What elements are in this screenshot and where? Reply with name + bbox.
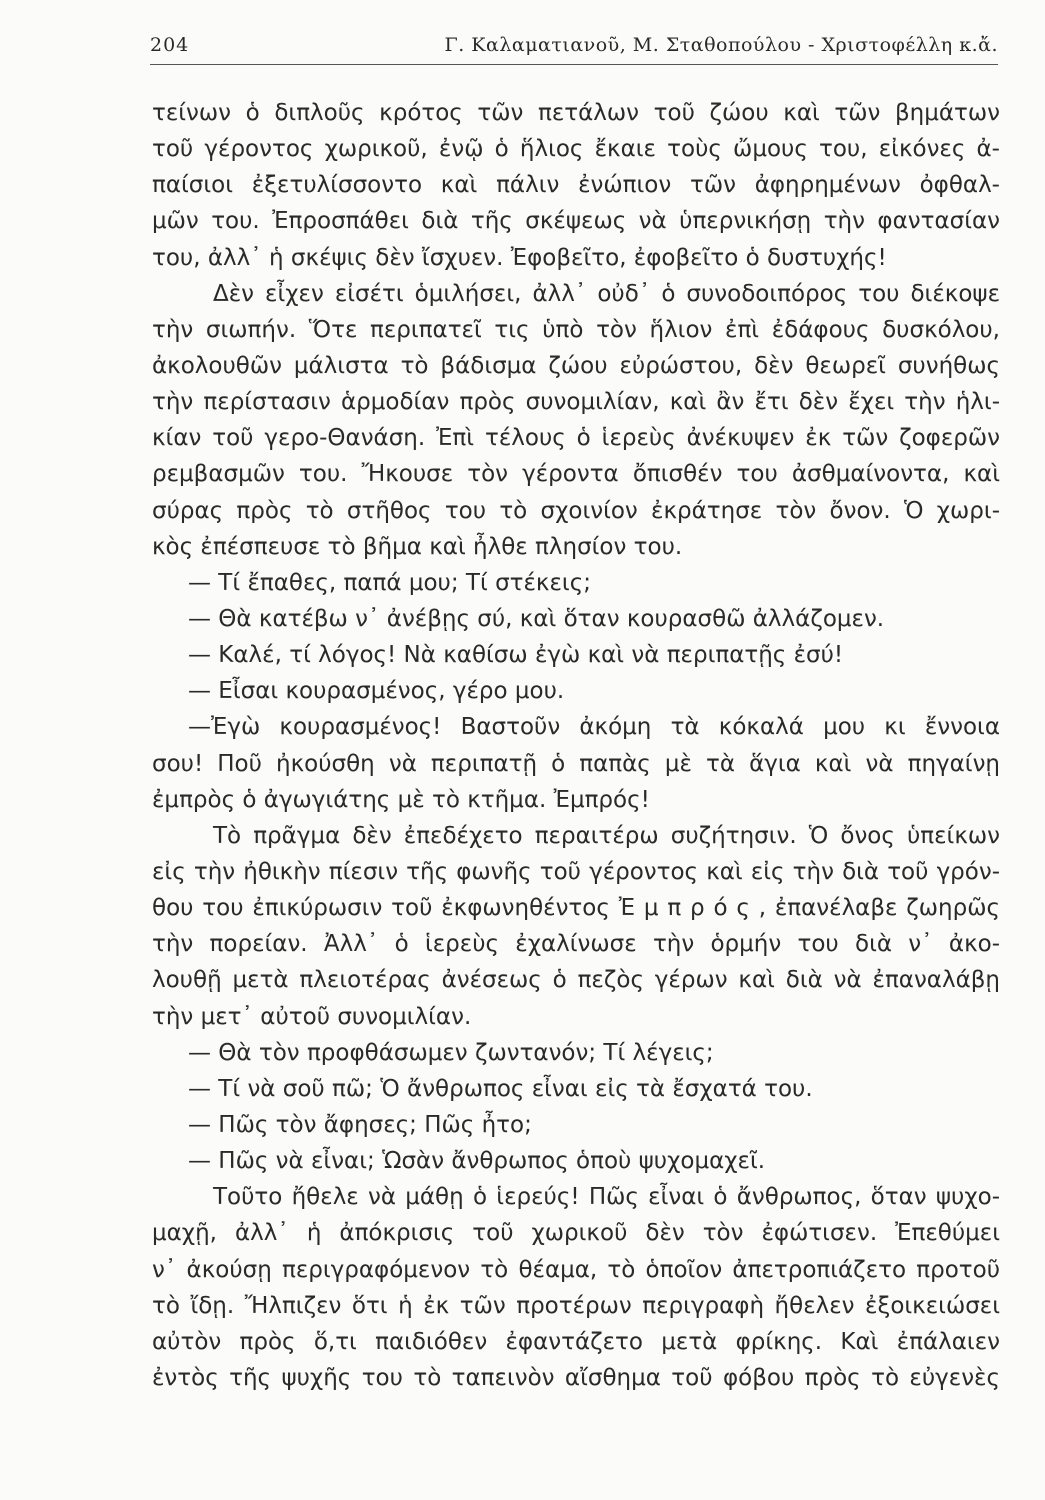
text-line: ρεμβασμῶν του. Ἤκουσε τὸν γέροντα ὄπισθέν του ἀσθμαίνοντα, καὶ xyxy=(152,461,1000,488)
text-line: σου! Ποῦ ἠκούσθη νὰ περιπατῇ ὁ παπὰς μὲ τὰ ἅγια καὶ νὰ πηγαίνῃ xyxy=(152,750,1000,777)
text-line: τοῦ γέροντος χωρικοῦ, ἐνῷ ὁ ἥλιος ἔκαιε τοὺς ὤμους του, εἰκόνες ἀ- xyxy=(152,136,1000,163)
text-line: — Τί ἔπαθες, παπά μου; Τί στέκεις; xyxy=(188,569,591,596)
text-line: — Πῶς νὰ εἶναι; Ὡσὰν ἄνθρωπος ὁποὺ ψυχομαχεῖ. xyxy=(188,1148,766,1175)
text-line: θου του ἐπικύρωσιν τοῦ ἐκφωνηθέντος Ἐ μ π ρ ό ς , ἐπανέλαβε ζωηρῶς xyxy=(152,895,1000,922)
text-line: τὴν περίστασιν ἁρμοδίαν πρὸς συνομιλίαν, καὶ ἂν ἔτι δὲν ἔχει τὴν ἡλι- xyxy=(152,389,1000,416)
text-line: τὴν σιωπήν. Ὅτε περιπατεῖ τις ὑπὸ τὸν ἥλιον ἐπὶ ἐδάφους δυσκόλου, xyxy=(152,316,1000,343)
text-line: ν᾽ ἀκούσῃ περιγραφόμενον τὸ θέαμα, τὸ ὁποῖον ἀπετροπιάζετο προτοῦ xyxy=(152,1256,1000,1283)
text-line: λουθῇ μετὰ πλειοτέρας ἀνέσεως ὁ πεζὸς γέρων καὶ διὰ νὰ ἐπαναλάβῃ xyxy=(152,967,1000,994)
body-text xyxy=(152,95,1000,1396)
text-line: — Εἶσαι κουρασμένος, γέρο μου. xyxy=(188,678,565,705)
text-line: εἰς τὴν ἠθικὴν πίεσιν τῆς φωνῆς τοῦ γέροντος καὶ εἰς τὴν διὰ τοῦ γρόν- xyxy=(152,858,1000,885)
text-line: του, ἀλλ᾽ ἡ σκέψις δὲν ἴσχυεν. Ἐφοβεῖτο, ἐφοβεῖτο ὁ δυστυχής! xyxy=(152,244,887,271)
text-line: ἐμπρὸς ὁ ἀγωγιάτης μὲ τὸ κτῆμα. Ἐμπρός! xyxy=(152,786,650,813)
text-line: — Καλέ, τί λόγος! Νὰ καθίσω ἐγὼ καὶ νὰ περιπατῇς ἐσύ! xyxy=(188,642,844,669)
page-number: 204 xyxy=(150,34,190,56)
text-line: ἀκολουθῶν μάλιστα τὸ βάδισμα ζώου εὐρώστου, δὲν θεωρεῖ συνήθως xyxy=(152,352,1000,379)
text-line: αὐτὸν πρὸς ὅ,τι παιδιόθεν ἐφαντάζετο μετὰ φρίκης. Καὶ ἐπάλαιεν xyxy=(152,1328,1000,1355)
text-line: — Πῶς τὸν ἄφησες; Πῶς ἦτο; xyxy=(188,1111,532,1138)
text-line: σύρας πρὸς τὸ στῆθος του τὸ σχοινίον ἐκράτησε τὸν ὄνον. Ὁ χωρι- xyxy=(152,497,1000,524)
running-head: Γ. Καλαματιανοῦ, Μ. Σταθοπούλου - Χριστοφέλλη κ.ἄ. xyxy=(444,34,998,56)
text-line: τὸ ἴδῃ. Ἤλπιζεν ὅτι ἡ ἐκ τῶν προτέρων περιγραφὴ ἤθελεν ἐξοικειώσει xyxy=(152,1292,1000,1319)
page-header xyxy=(150,30,998,60)
text-line: κὸς ἐπέσπευσε τὸ βῆμα καὶ ἦλθε πλησίον του. xyxy=(152,533,683,560)
text-line: Δὲν εἶχεν εἰσέτι ὁμιλήσει, ἀλλ᾽ οὐδ᾽ ὁ συνοδοιπόρος του διέκοψε xyxy=(213,280,1000,307)
text-line: τὴν πορείαν. Ἀλλ᾽ ὁ ἱερεὺς ἐχαλίνωσε τὴν ὁρμήν του διὰ ν᾽ ἀκο- xyxy=(152,931,1000,958)
text-line: κίαν τοῦ γερο-Θανάση. Ἐπὶ τέλους ὁ ἱερεὺς ἀνέκυψεν ἐκ τῶν ζοφερῶν xyxy=(152,425,1000,452)
text-line: μῶν του. Ἐπροσπάθει διὰ τῆς σκέψεως νὰ ὑπερνικήσῃ τὴν φαντασίαν xyxy=(152,208,1000,235)
text-line: ἐντὸς τῆς ψυχῆς του τὸ ταπεινὸν αἴσθημα τοῦ φόβου πρὸς τὸ εὐγενὲς xyxy=(152,1364,1000,1391)
text-line: — Θὰ τὸν προφθάσωμεν ζωντανόν; Τί λέγεις; xyxy=(188,1039,714,1066)
text-line: μαχῇ, ἀλλ᾽ ἡ ἀπόκρισις τοῦ χωρικοῦ δὲν τὸν ἐφώτισεν. Ἐπεθύμει xyxy=(152,1220,1000,1247)
text-line: — Θὰ κατέβω ν᾽ ἀνέβῃς σύ, καὶ ὅταν κουρασθῶ ἀλλάζομεν. xyxy=(188,605,885,632)
text-line: —Ἐγὼ κουρασμένος! Βαστοῦν ἀκόμη τὰ κόκαλά μου κι ἔννοια xyxy=(188,714,1000,741)
text-line: — Τί νὰ σοῦ πῶ; Ὁ ἄνθρωπος εἶναι εἰς τὰ ἔσχατά του. xyxy=(188,1075,813,1102)
text-line: τείνων ὁ διπλοῦς κρότος τῶν πετάλων τοῦ ζώου καὶ τῶν βημάτων xyxy=(152,100,1000,126)
text-line: παίσιοι ἐξετυλίσσοντο καὶ πάλιν ἐνώπιον τῶν ἀφηρημένων ὀφθαλ- xyxy=(152,172,1000,199)
text-line: Τοῦτο ἤθελε νὰ μάθῃ ὁ ἱερεύς! Πῶς εἶναι ὁ ἄνθρωπος, ὅταν ψυχο- xyxy=(213,1184,1000,1211)
text-line: Τὸ πρᾶγμα δὲν ἐπεδέχετο περαιτέρω συζήτησιν. Ὁ ὄνος ὑπείκων xyxy=(213,822,1000,849)
text-line: τὴν μετ᾽ αὐτοῦ συνομιλίαν. xyxy=(152,1003,472,1030)
header-rule xyxy=(150,64,998,65)
